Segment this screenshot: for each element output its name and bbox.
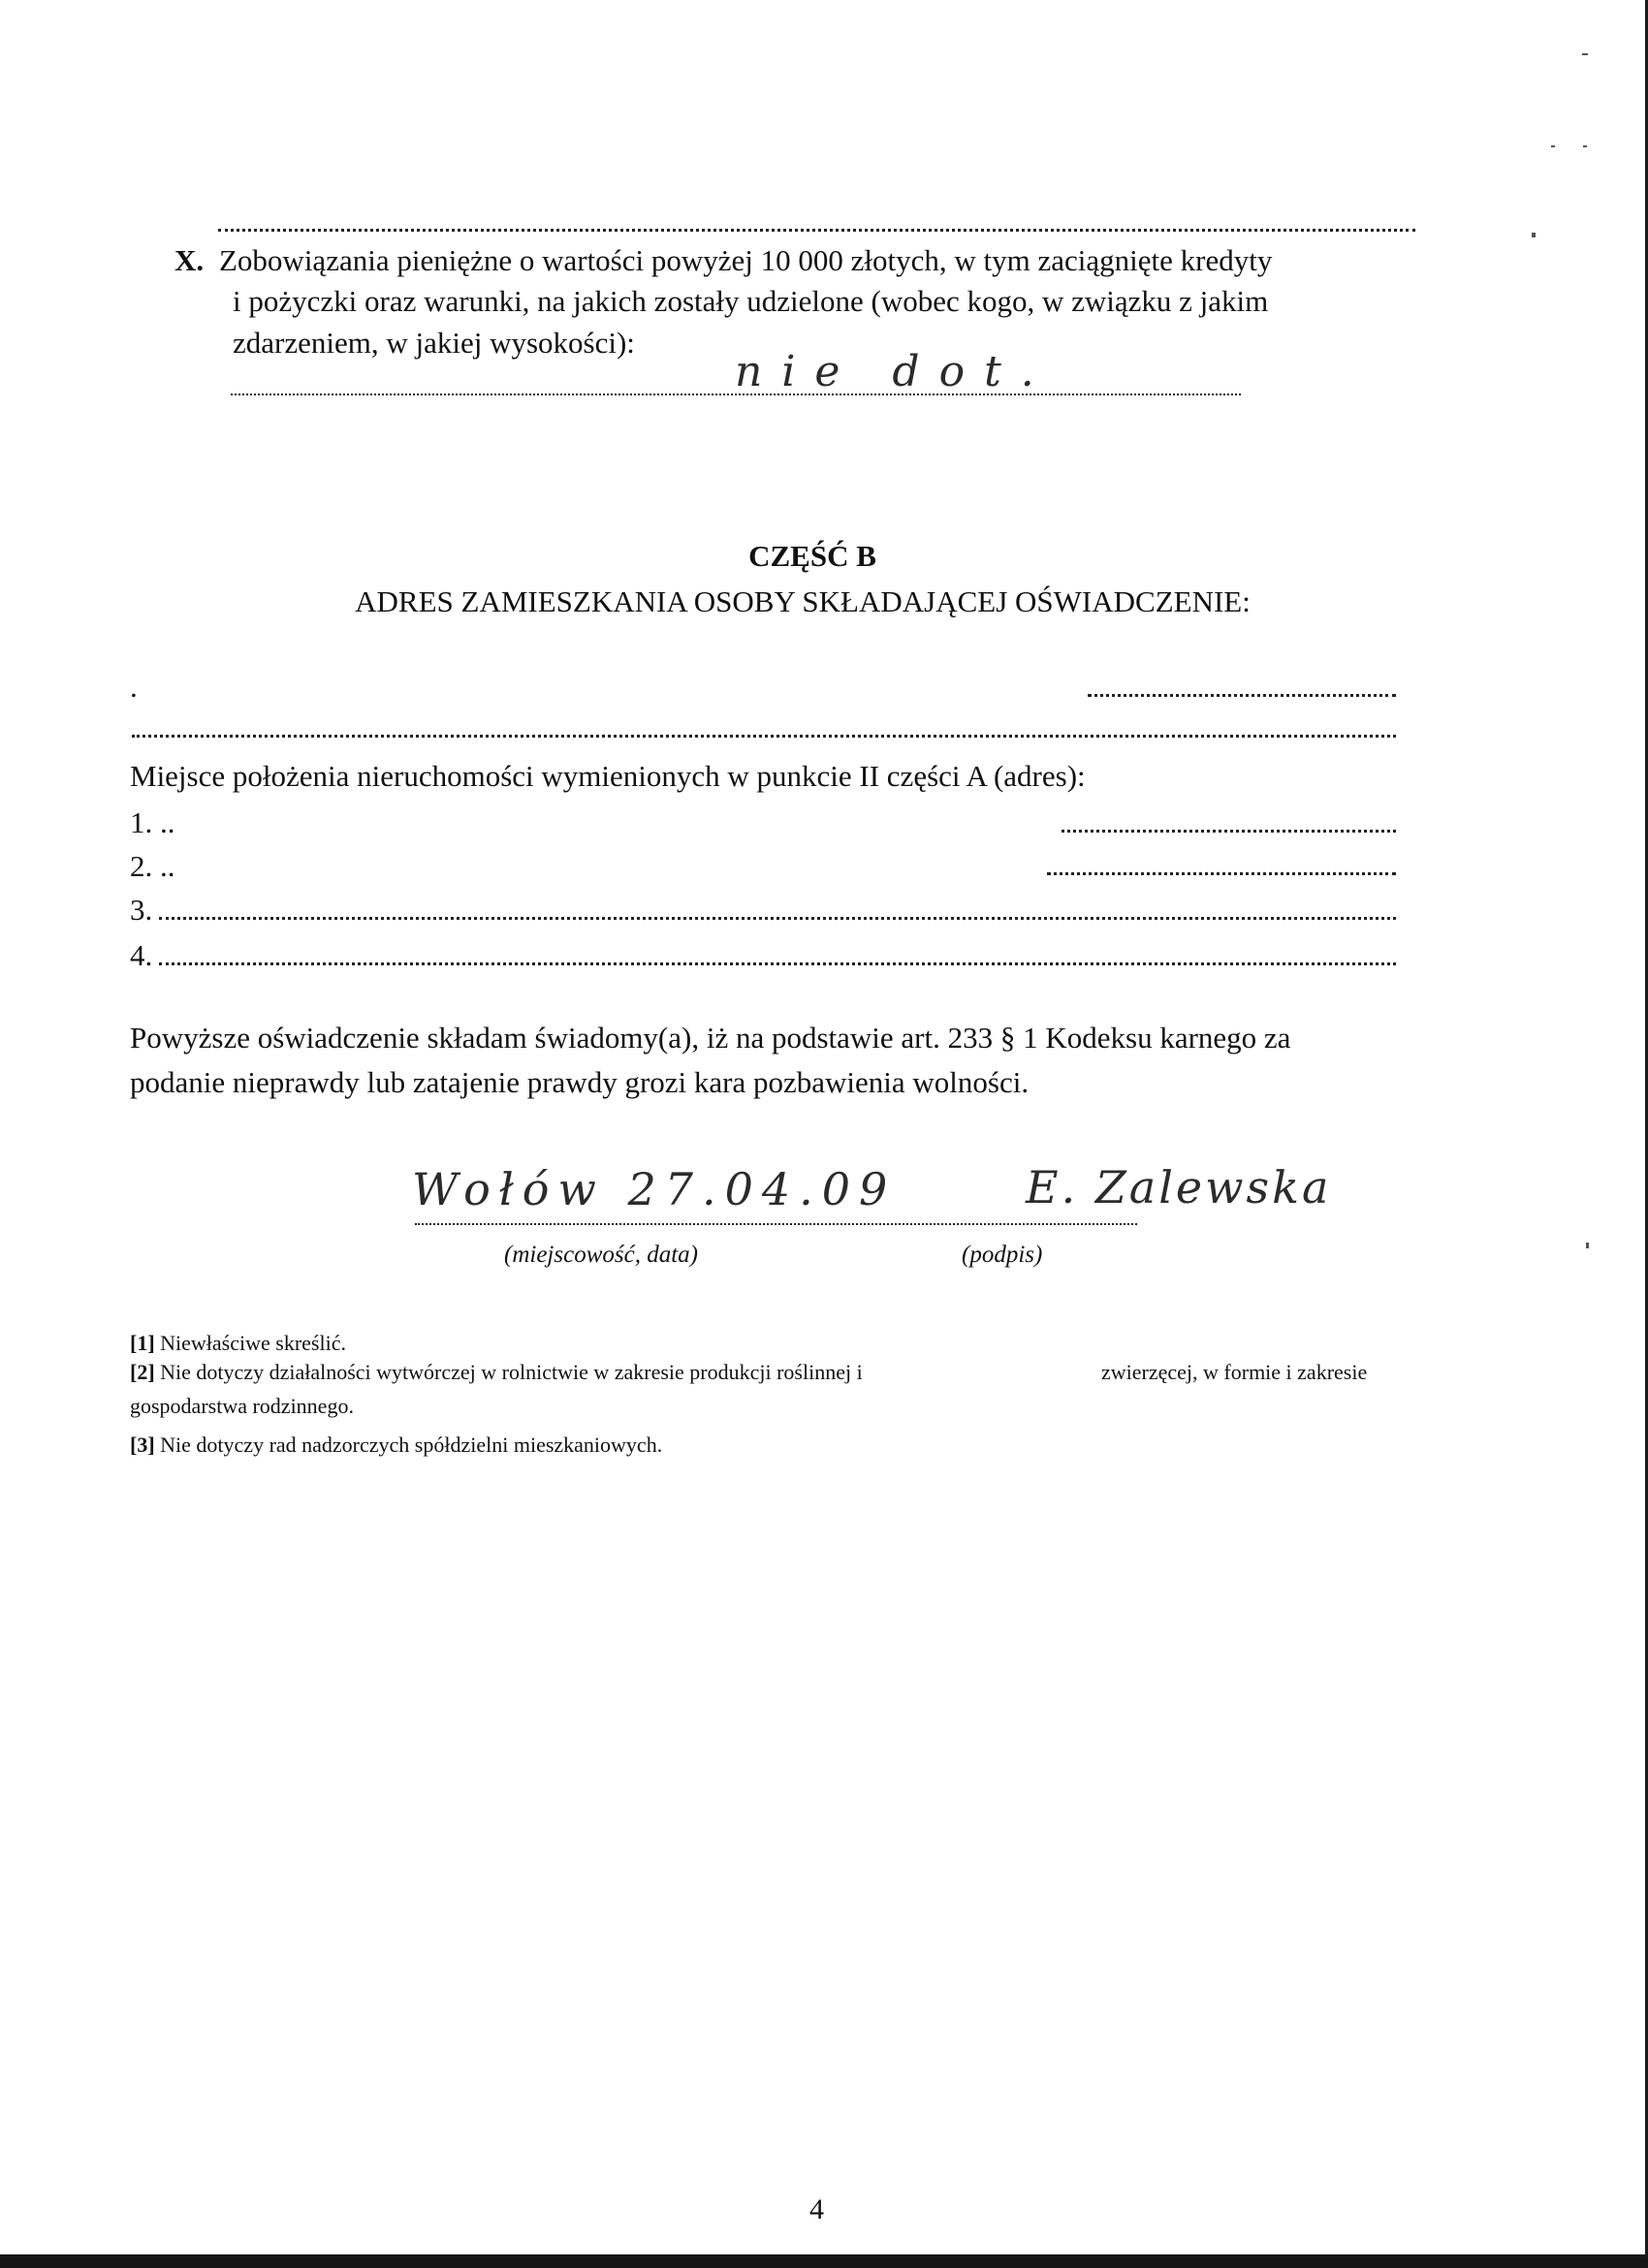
handwritten-answer: nie dot. (735, 347, 1054, 396)
address-dotted-line-1 (1088, 694, 1396, 697)
footnote-1-text: Niewłaściwe skreślić. (160, 1331, 346, 1355)
property-item-1: 1. .. (130, 805, 175, 839)
scan-edge-bottom (0, 2254, 1648, 2268)
footnote-2-right: zwierzęcej, w formie i zakresie (1101, 1360, 1368, 1384)
property-item-2: 2. .. (130, 849, 175, 883)
property-item-4: 4. (130, 938, 153, 972)
footnote-3-text: Nie dotyczy rad nadzorczych spółdzielni mieszkaniowych. (160, 1433, 663, 1457)
address-bullet: . (130, 670, 138, 704)
footnote-3 (130, 1432, 662, 1459)
footnote-3-mark: [3] (130, 1433, 155, 1457)
scan-speck (1583, 145, 1587, 147)
section-x-line-3: zdarzeniem, w jakiej wysokości): (233, 326, 635, 360)
scan-speck (1586, 1243, 1589, 1248)
section-x-line-2: i pożyczki oraz warunki, na jakich zostały udzielone (wobec kogo, w związku z jakim (233, 284, 1269, 318)
footnote-2-text: Nie dotyczy działalności wytwórczej w rolnictwie w zakresie produkcji roślinnej i (160, 1360, 863, 1384)
part-b-subtitle: ADRES ZAMIESZKANIA OSOBY SKŁADAJĄCEJ OŚWIADCZENIE: (355, 584, 1251, 618)
property-location-label: Miejsce położenia nieruchomości wymienionych w punkcie II części A (adres): (130, 759, 1086, 793)
footnote-1 (130, 1330, 346, 1357)
property-item-3: 3. (130, 893, 153, 927)
section-x-marker: X. (174, 243, 205, 277)
address-dotted-line-2 (132, 735, 1396, 738)
section-x-line-1: Zobowiązania pieniężne o wartości powyżej 10 000 złotych, w tym zaciągnięte kredyty (219, 243, 1273, 277)
property-item-3-dotted-line (159, 917, 1396, 920)
separator-dotted-line (218, 229, 1415, 232)
part-b-title: CZĘŚĆ B (748, 539, 876, 573)
place-date-dotted-line (415, 1223, 1137, 1225)
place-date-caption: (miejscowość, data) (504, 1242, 698, 1268)
footnote-1-mark: [1] (130, 1331, 155, 1355)
footnote-2-continuation: gospodarstwa rodzinnego. (130, 1394, 354, 1418)
property-item-1-dotted-line (1062, 830, 1396, 833)
statement-line-1: Powyższe oświadczenie składam świadomy(a), iż na podstawie art. 233 § 1 Kodeksu karnego za (130, 1021, 1291, 1055)
property-item-2-dotted-line (1047, 872, 1396, 875)
scan-speck (1582, 53, 1588, 55)
handwritten-signature: E. Zalewska (1026, 1161, 1332, 1213)
scan-speck (1551, 145, 1555, 147)
page-number: 4 (809, 2193, 824, 2225)
signature-caption: (podpis) (962, 1242, 1043, 1268)
handwritten-place-date: Wołów 27.04.09 (412, 1163, 897, 1215)
scan-speck (1532, 233, 1536, 237)
statement-line-2: podanie nieprawdy lub zatajenie prawdy grozi kara pozbawienia wolności. (130, 1065, 1030, 1099)
property-item-4-dotted-line (159, 962, 1396, 965)
footnote-2-mark: [2] (130, 1360, 155, 1384)
footnote-2 (130, 1359, 863, 1386)
